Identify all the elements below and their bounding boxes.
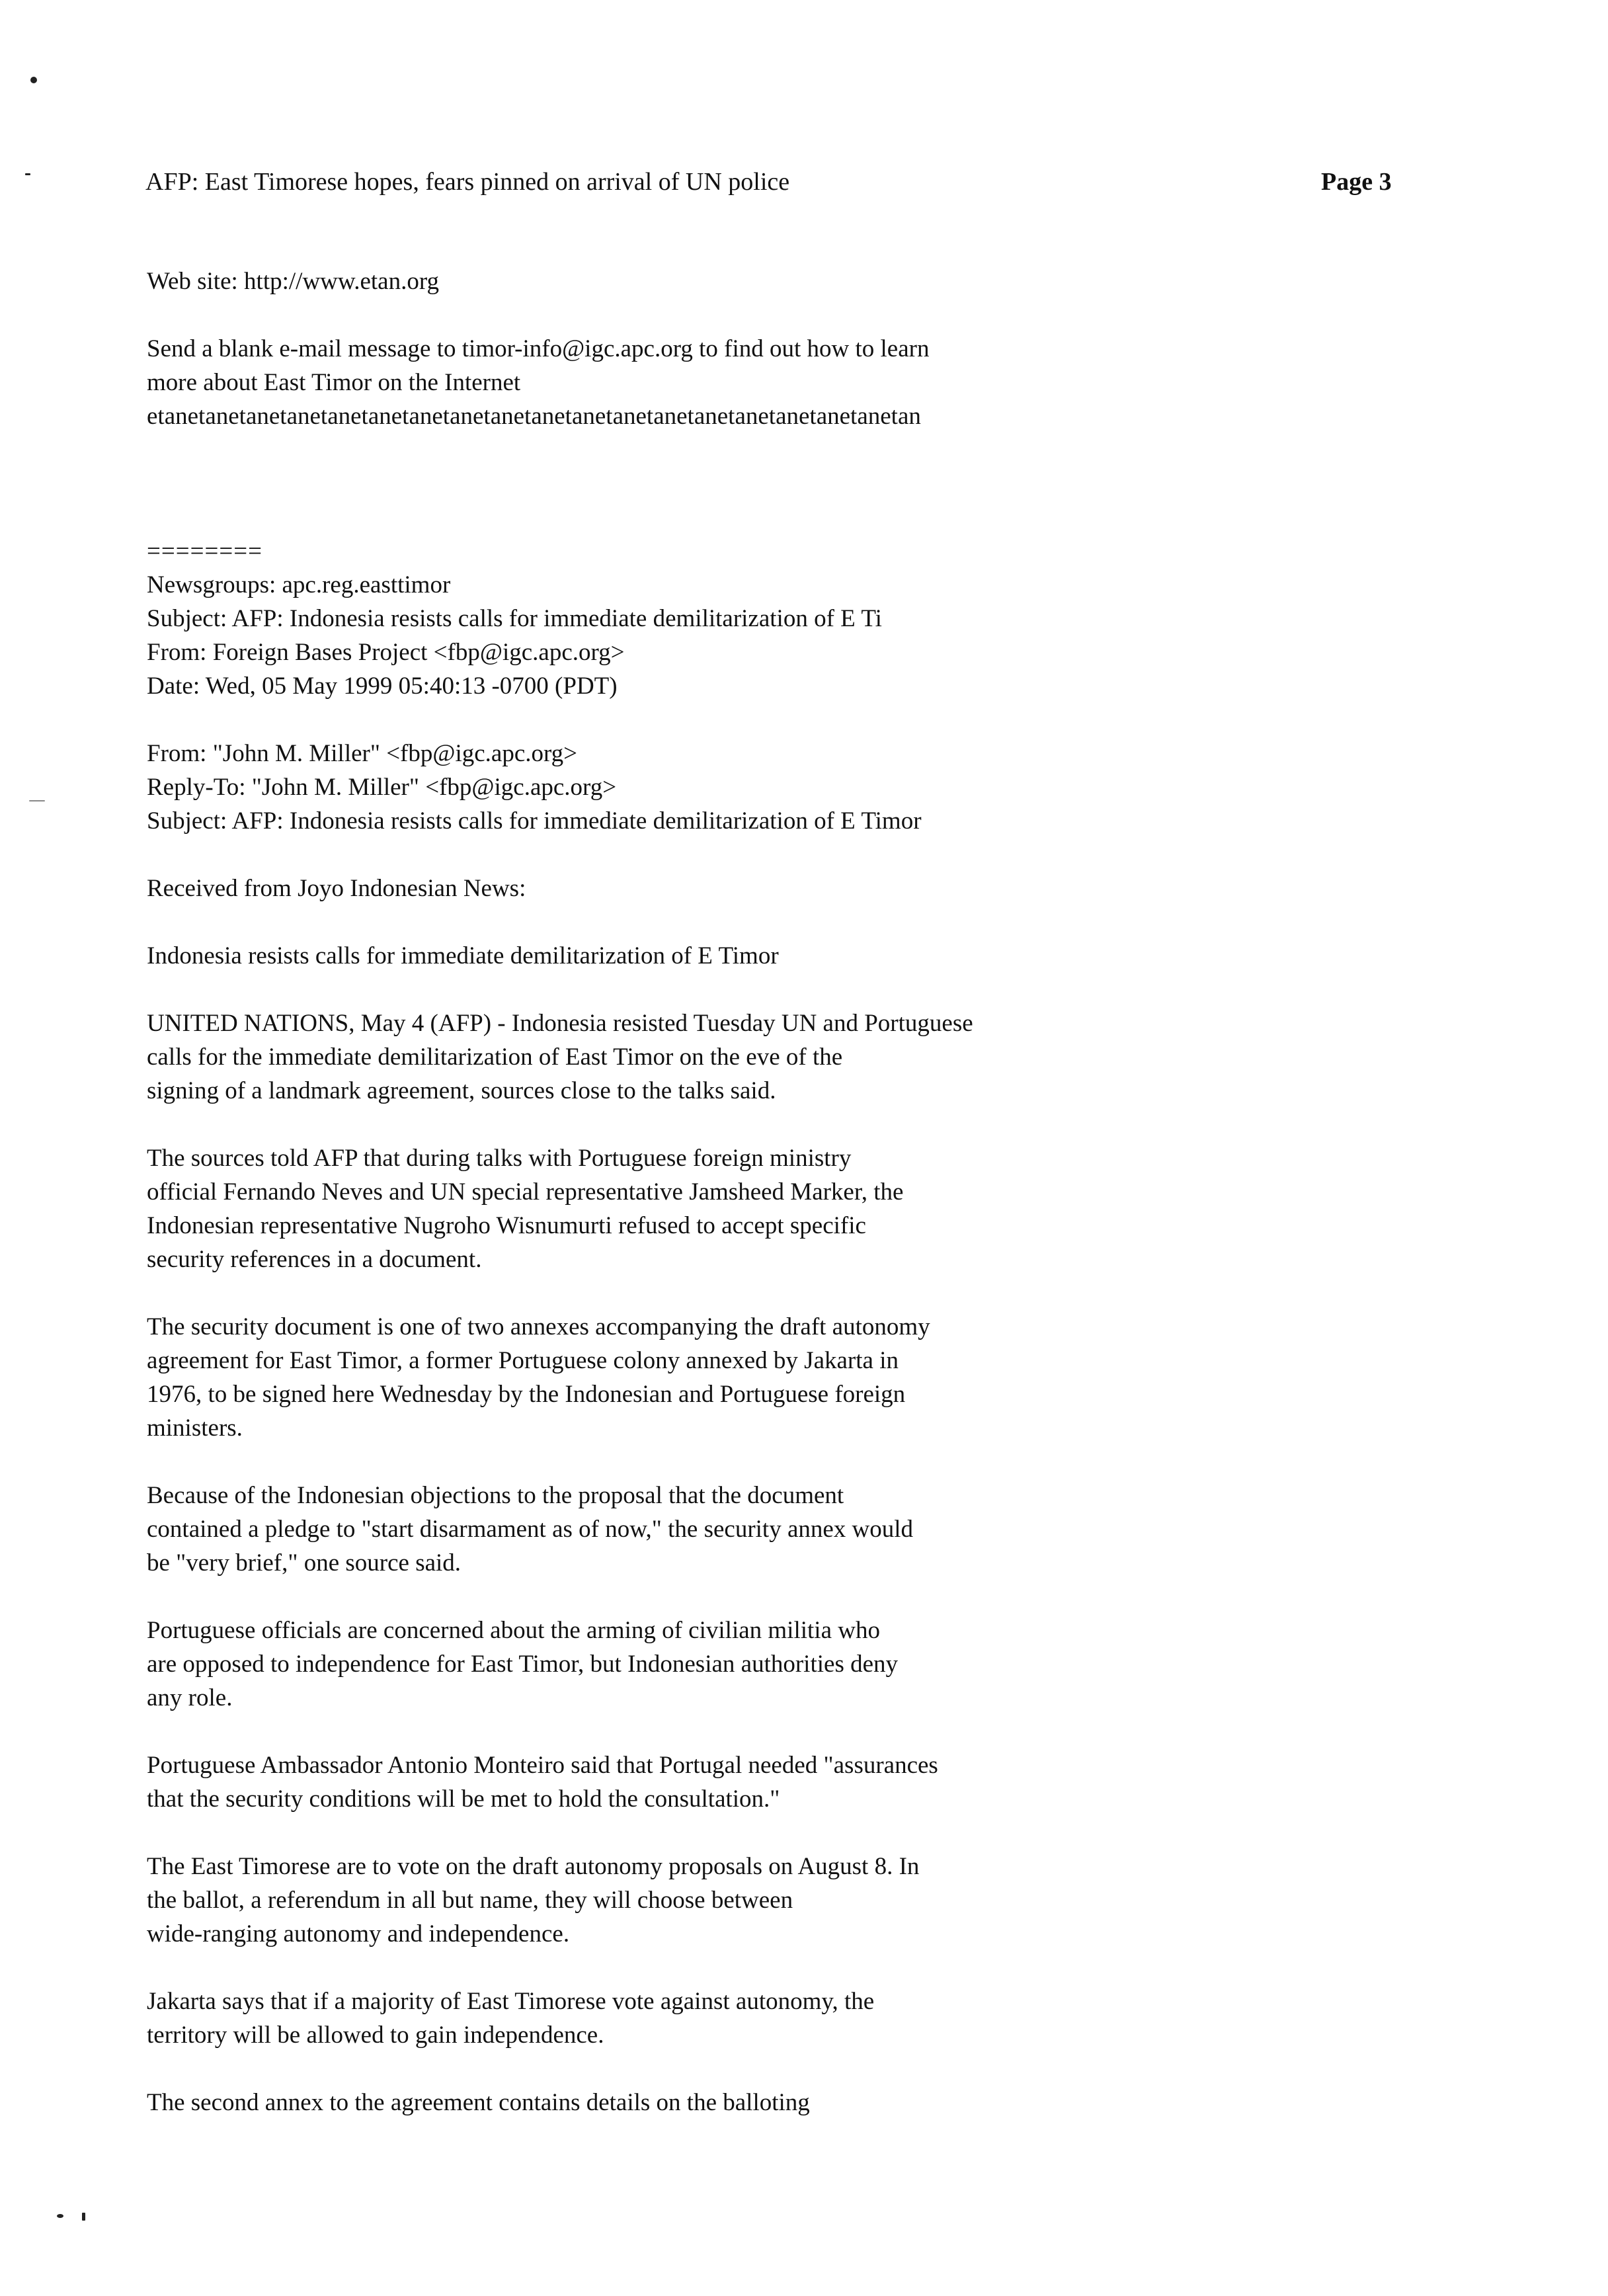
email-headers	[147, 737, 1139, 838]
document-body	[147, 265, 1139, 2119]
header-line: Subject: AFP: Indonesia resists calls for immediate demilitarization of E Timor	[147, 807, 922, 835]
text-line: signing of a landmark agreement, sources close to the talks said.	[147, 1077, 776, 1104]
text-line: Indonesian representative Nugroho Wisnumurti refused to accept specific	[147, 1212, 866, 1239]
text-line: be "very brief," one source said.	[147, 1549, 462, 1577]
scan-speck	[30, 77, 37, 83]
text-line: security references in a document.	[147, 1246, 482, 1273]
intro-paragraph	[147, 332, 1139, 433]
page-header-title: AFP: East Timorese hopes, fears pinned on arrival of UN police	[145, 168, 790, 196]
text-line: territory will be allowed to gain independence.	[147, 2022, 604, 2049]
text-line: contained a pledge to "start disarmament as of now," the security annex would	[147, 1516, 914, 1543]
scan-speck	[25, 173, 30, 175]
header-line: From: "John M. Miller" <fbp@igc.apc.org>	[147, 740, 578, 767]
article-paragraph	[147, 1748, 1139, 1816]
text-line: Portuguese Ambassador Antonio Monteiro said that Portugal needed "assurances	[147, 1752, 938, 1779]
header-line: Date: Wed, 05 May 1999 05:40:13 -0700 (PDT)	[147, 673, 618, 700]
text-line: wide-ranging autonomy and independence.	[147, 1920, 570, 1948]
text-line: Send a blank e-mail message to timor-info@igc.apc.org to find out how to learn	[147, 335, 930, 362]
text-line: that the security conditions will be met to hold the consultation."	[147, 1785, 780, 1813]
text-line: UNITED NATIONS, May 4 (AFP) - Indonesia resisted Tuesday UN and Portuguese	[147, 1010, 973, 1037]
text-line: calls for the immediate demilitarization of East Timor on the eve of the	[147, 1044, 843, 1071]
text-line: any role.	[147, 1684, 233, 1711]
separator-line: ========	[147, 538, 262, 565]
page-number: Page 3	[1321, 168, 1392, 196]
text-line: etanetanetanetanetanetanetanetanetanetanetanetanetanetanetanetanetanetanetan	[147, 403, 921, 430]
scan-speck	[57, 2214, 63, 2218]
text-line: The sources told AFP that during talks with Portuguese foreign ministry	[147, 1145, 852, 1172]
article-paragraph	[147, 1850, 1139, 1951]
article-paragraph	[147, 1141, 1139, 1276]
website-line: Web site: http://www.etan.org	[147, 268, 439, 295]
text-line: The security document is one of two annexes accompanying the draft autonomy	[147, 1313, 930, 1340]
scan-speck	[29, 800, 45, 801]
text-line: ministers.	[147, 1414, 243, 1442]
article-paragraph	[147, 1479, 1139, 1580]
text-line: 1976, to be signed here Wednesday by the Indonesian and Portuguese foreign	[147, 1381, 906, 1408]
header-line: Newsgroups: apc.reg.easttimor	[147, 571, 451, 598]
article-title: Indonesia resists calls for immediate demilitarization of E Timor	[147, 942, 779, 969]
text-line: Because of the Indonesian objections to the proposal that the document	[147, 1482, 844, 1509]
article-paragraph	[147, 1614, 1139, 1715]
text-line: Jakarta says that if a majority of East Timorese vote against autonomy, the	[147, 1988, 875, 2015]
text-line: official Fernando Neves and UN special representative Jamsheed Marker, the	[147, 1178, 904, 1206]
text-line: more about East Timor on the Internet	[147, 369, 521, 396]
text-line: The East Timorese are to vote on the draft autonomy proposals on August 8. In	[147, 1853, 920, 1880]
header-line: Reply-To: "John M. Miller" <fbp@igc.apc.org>	[147, 774, 617, 801]
article-paragraph	[147, 1006, 1139, 1108]
article-paragraph	[147, 1310, 1139, 1445]
text-line: Portuguese officials are concerned about the arming of civilian militia who	[147, 1617, 880, 1644]
header-line: From: Foreign Bases Project <fbp@igc.apc.org>	[147, 639, 625, 666]
text-line: are opposed to independence for East Timor, but Indonesian authorities deny	[147, 1651, 899, 1678]
scan-speck	[82, 2213, 85, 2221]
header-line: Subject: AFP: Indonesia resists calls for immediate demilitarization of E Ti	[147, 605, 882, 632]
text-line: the ballot, a referendum in all but name, they will choose between	[147, 1887, 793, 1914]
received-line: Received from Joyo Indonesian News:	[147, 875, 526, 902]
newsgroup-headers	[147, 568, 1139, 703]
text-line: agreement for East Timor, a former Portuguese colony annexed by Jakarta in	[147, 1347, 899, 1374]
text-line: The second annex to the agreement contains details on the balloting	[147, 2089, 810, 2116]
article-paragraph	[147, 1985, 1139, 2052]
article-paragraph	[147, 2086, 1139, 2119]
